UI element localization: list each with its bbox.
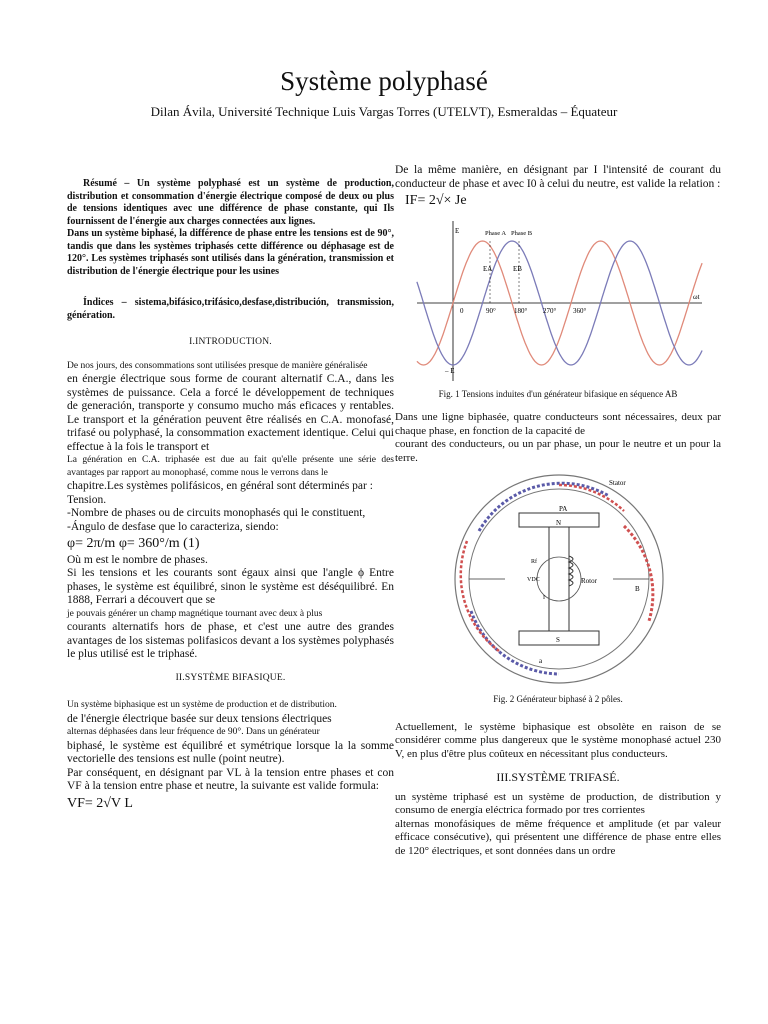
biphasic-paragraph-4: biphasé, le système est équilibré et symétrique lorsque la la somme vectorielle des tensions est nulle (point neutre). (67, 739, 394, 765)
fig2-winding-red-left (461, 541, 499, 651)
biphasic-paragraph-5: Par conséquent, en désignant par VL à la tension entre phases et con VF à la tension entre phase et neutre, la suivante est valide formula: (67, 766, 394, 792)
figure-1-waveform (397, 211, 715, 386)
right-paragraph-1: De la même manière, en désignant par I l'intensité de courant du conducteur de phase et avec I0 à celui du neutre, est valide la relation : (395, 164, 721, 190)
fig2-label-vdc: VDC (527, 577, 540, 583)
fig2-label-rotor: Rotor (581, 577, 597, 585)
fig2-label-i: I (543, 595, 545, 601)
fig2-rotor-shaft (549, 527, 569, 631)
intro-paragraph-8: courants alternatifs hors de phase, et c'est une autre des grandes avantages de los sistemas polifasicos devant a los systèmes polyphasés le plus utilisé est le triphasé. (67, 621, 394, 660)
intro-line-angle: -Ángulo de desfase que lo caracteriza, siendo: (67, 520, 279, 533)
fig1-tick-270: 270° (543, 306, 557, 315)
authors: Dilan Ávila, Université Technique Luis Vargas Torres (UTELVT), Esmeraldas – Équateur (150, 104, 618, 119)
figure-1-caption: Fig. 1 Tensions induites d'un générateur bifasique en séquence AB (438, 388, 678, 399)
right-paragraph-2a: Dans une ligne biphasée, quatre conducteurs sont nécessaires, deux par chaque phase, en fonction de la capacité de (395, 411, 721, 437)
right-paragraph-4a: un système triphasé est un système de production, de distribution y consumo de energía eléctrica formado por tres corrientes (395, 790, 721, 816)
fig2-label-stator: Stator (609, 479, 626, 487)
section-heading-biphasic: II.SYSTÈME BIFASIQUE. (175, 672, 286, 683)
fig2-label-pa: PA (559, 505, 568, 513)
biphasic-line-1: Un système biphasique est un système de production et de distribution. (67, 700, 337, 710)
equation-2: VF= 2√V L (67, 795, 133, 811)
index-terms: Índices – sistema,bifásico,trifásico,desfase,distribución, transmission, génération. (67, 297, 394, 321)
fig1-label-phase-a: Phase A (485, 229, 507, 237)
fig1-label-omega: ωt (693, 292, 700, 301)
abstract: Résumé – Un système polyphasé est un système de production, distribution et consommation d'énergie électrique composé de deux ou plus de tensions identiques avec une différence de phase constante, qui Ils fournissent de l'énergie aux charges connectées aux lignes. (67, 178, 394, 227)
fig2-label-a: a (539, 657, 543, 665)
intro-line-tension: Tension. (67, 493, 107, 506)
fig1-label-ea: EA (483, 264, 493, 273)
intro-paragraph-2: en énergie électrique sous forme de courant alternatif C.A., dans les systèmes de puissance. Cela a forcé le développement de techniques de generación, transporte y consumo mucho más eficaces y rentables. Le transport et la génération peuvent être réalisés en C.A. monofasé, trifasé ou polyphasé, la consommation exactement identique. Celui qui effectue à la fois le transport et (67, 373, 394, 453)
fig2-label-rf: Rf (531, 559, 537, 565)
section-heading-introduction: I.INTRODUCTION. (189, 337, 272, 347)
figure-2-generator (409, 471, 709, 689)
section-heading-triphasic: III.SYSTÈME TRIFASÉ. (496, 770, 620, 784)
paper-title: Système polyphasé (280, 66, 488, 96)
fig1-tick-90: 90° (486, 306, 496, 315)
fig2-label-s: S (556, 636, 560, 644)
fig1-tick-180: 180° (514, 306, 528, 315)
fig1-label-phase-b: Phase B (511, 229, 533, 237)
figure-2-caption: Fig. 2 Générateur biphasé à 2 pôles. (493, 694, 623, 704)
fig1-label-e: E (455, 226, 460, 235)
right-paragraph-3: Actuellement, le système biphasique est obsolète en raison de se considérer comme plus dangereux que le système monophasé actuel 230 V, en plus d'être plus coûteux en nécessitant plus conducteurs. (395, 720, 721, 760)
intro-paragraph-7: je pouvais générer un champ magnétique tournant avec deux à plus (67, 608, 323, 619)
right-paragraph-4b: alternas monofásiques de même fréquence et amplitude (et par valeur efficace consécutive), qui présentent une différence de phase entre elles de 120° électriques, et sont données dans un ordre (395, 817, 721, 857)
left-column (67, 178, 394, 813)
fig1-tick-360: 360° (573, 306, 587, 315)
equation-1: φ= 2π/m φ= 360°/m (1) (67, 536, 200, 551)
right-paragraph-2b: courant des conducteurs, ou un par phase, un pour le neutre et un pour la terre. (395, 438, 721, 464)
intro-line-phases: -Nombre de phases ou de circuits monophasés qui le constituent, (67, 507, 366, 519)
biphasic-line-2: de l'énergie électrique basée sur deux tensions électriques (67, 712, 332, 725)
fig1-label-eb: EB (513, 264, 522, 273)
fig1-tick-0: 0 (460, 306, 464, 315)
fig1-label-neg-e: – E (445, 366, 455, 375)
intro-paragraph-1: De nos jours, des consommations sont utilisées presque de manière généralisée (67, 360, 368, 371)
intro-paragraph-6: Si les tensions et les courants sont égaux ainsi que l'angle ϕ Entre phases, le système est équilibré, sinon le système est déséquilibré. En 1888, Ferrari a découvert que se (67, 567, 394, 606)
intro-paragraph-4: chapitre.Les systèmes polifásicos, en général sont déterminés par : (67, 480, 373, 492)
intro-paragraph-5: Où m est le nombre de phases. (67, 553, 208, 566)
biphasic-line-3: alternas déphasées dans leur fréquence de 90°. Dans un générateur (67, 727, 320, 737)
right-column (395, 164, 721, 858)
fig2-label-n: N (556, 519, 562, 527)
intro-paragraph-3: La génération en C.A. triphasée est due au fait qu'elle présente une série des avantages par rapport au monophasé, comme nous le verrons dans le (67, 455, 394, 478)
fig2-label-b: B (635, 585, 640, 593)
equation-3: IF= 2√× Je (405, 193, 467, 208)
abstract-continued: Dans un système biphasé, la différence de phase entre les tensions est de 90°, tandis que dans les systèmes triphasés cette différence ou déphasage est de 120°. Les systèmes triphasés sont utilisés dans la génération, transmission et distribution de l'énergie électrique pour les usines (67, 228, 394, 277)
